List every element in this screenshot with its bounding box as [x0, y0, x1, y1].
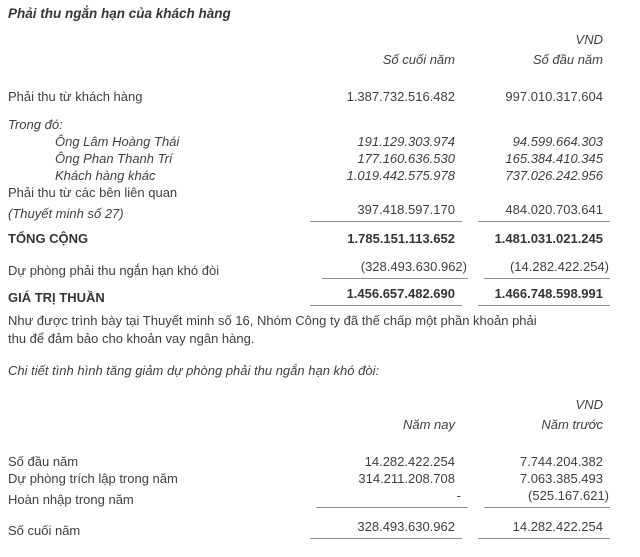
- currency-row: [8, 396, 610, 413]
- provision-movement-table: [8, 396, 610, 539]
- value-prior-year: 7.744.204.382: [519, 454, 603, 469]
- row-label: Ông Phan Thanh Trí: [55, 151, 173, 166]
- table-header-row: [8, 416, 610, 433]
- table-row: [8, 258, 610, 279]
- table-row: [8, 88, 610, 105]
- table-row: [8, 487, 610, 508]
- closing-balance-row: [8, 518, 610, 539]
- table-row: [8, 470, 610, 487]
- note-line: Như được trình bày tại Thuyết minh số 16, Nhóm Công ty đã thế chấp một phần khoản phải: [8, 313, 537, 328]
- table-row: [8, 201, 610, 222]
- column-header-current-year: Năm nay: [402, 417, 455, 432]
- value-ending: 1.387.732.516.482: [346, 89, 455, 104]
- receivables-table: [8, 31, 610, 306]
- row-label: Dự phòng phải thu ngắn hạn khó đòi: [8, 263, 220, 278]
- column-header-beginning: Số đầu năm: [532, 52, 603, 67]
- column-header-ending: Số cuối năm: [382, 52, 455, 67]
- value-current-year: 14.282.422.254: [364, 454, 455, 469]
- table-row: [8, 167, 610, 184]
- currency-row: [8, 31, 610, 48]
- row-label: Trong đó:: [8, 117, 63, 132]
- section-title: Phải thu ngắn hạn của khách hàng: [8, 6, 231, 21]
- row-label: TỔNG CỘNG: [8, 231, 89, 246]
- row-label: Khách hàng khác: [55, 168, 156, 183]
- value-current-year: 328.493.630.962: [310, 518, 462, 539]
- currency-label: VND: [575, 32, 603, 47]
- table-row: [8, 453, 610, 470]
- currency-label: VND: [575, 397, 603, 412]
- value-prior-year: 14.282.422.254: [478, 518, 610, 539]
- table-row: [8, 150, 610, 167]
- column-header-prior-year: Năm trước: [541, 417, 603, 432]
- value-beginning: 737.026.242.956: [505, 168, 603, 183]
- row-label: Ông Lâm Hoàng Thái: [55, 134, 180, 149]
- table-row: [8, 184, 610, 201]
- note-paragraph: [8, 312, 610, 348]
- value-ending: 1.019.442.575.978: [346, 168, 455, 183]
- value-ending: 1.456.657.482.690: [310, 285, 462, 306]
- row-label: Số cuối năm: [8, 523, 81, 538]
- value-beginning: 484.020.703.641: [478, 201, 610, 222]
- table-header-row: [8, 51, 610, 68]
- value-beginning: 94.599.664.303: [512, 134, 603, 149]
- value-beginning: 1.466.748.598.991: [478, 285, 610, 306]
- value-prior-year: 7.063.385.493: [519, 471, 603, 486]
- row-label: Phải thu từ khách hàng: [8, 89, 143, 104]
- table-row: [8, 116, 610, 133]
- value-beginning: 997.010.317.604: [505, 89, 603, 104]
- row-label: Phải thu từ các bên liên quan: [8, 185, 178, 200]
- row-label: Số đầu năm: [8, 454, 79, 469]
- provision-detail-intro: Chi tiết tình hình tăng giảm dự phòng phải thu ngắn hạn khó đòi:: [8, 363, 380, 378]
- value-beginning: (14.282.422.254): [484, 258, 610, 279]
- value-beginning: 165.384.410.345: [505, 151, 603, 166]
- value-ending: (328.493.630.962): [322, 258, 468, 279]
- value-ending: 191.129.303.974: [357, 134, 455, 149]
- table-row: [8, 133, 610, 150]
- row-label: GIÁ TRỊ THUẦN: [8, 290, 105, 305]
- row-label: Hoàn nhập trong năm: [8, 492, 134, 507]
- value-current-year: -: [316, 487, 468, 508]
- value-ending: 177.160.636.530: [357, 151, 455, 166]
- note-line: thu để đảm bảo cho khoản vay ngân hàng.: [8, 331, 255, 346]
- value-current-year: 314.211.208.708: [358, 471, 455, 486]
- value-ending: 1.785.151.113.652: [347, 231, 455, 246]
- row-label: Dự phòng trích lập trong năm: [8, 471, 178, 486]
- value-ending: 397.418.597.170: [310, 201, 462, 222]
- net-value-row: [8, 285, 610, 306]
- value-beginning: 1.481.031.021.245: [494, 231, 603, 246]
- value-prior-year: (525.167.621): [484, 487, 610, 508]
- row-label: (Thuyết minh số 27): [8, 206, 124, 221]
- total-row: [8, 230, 610, 247]
